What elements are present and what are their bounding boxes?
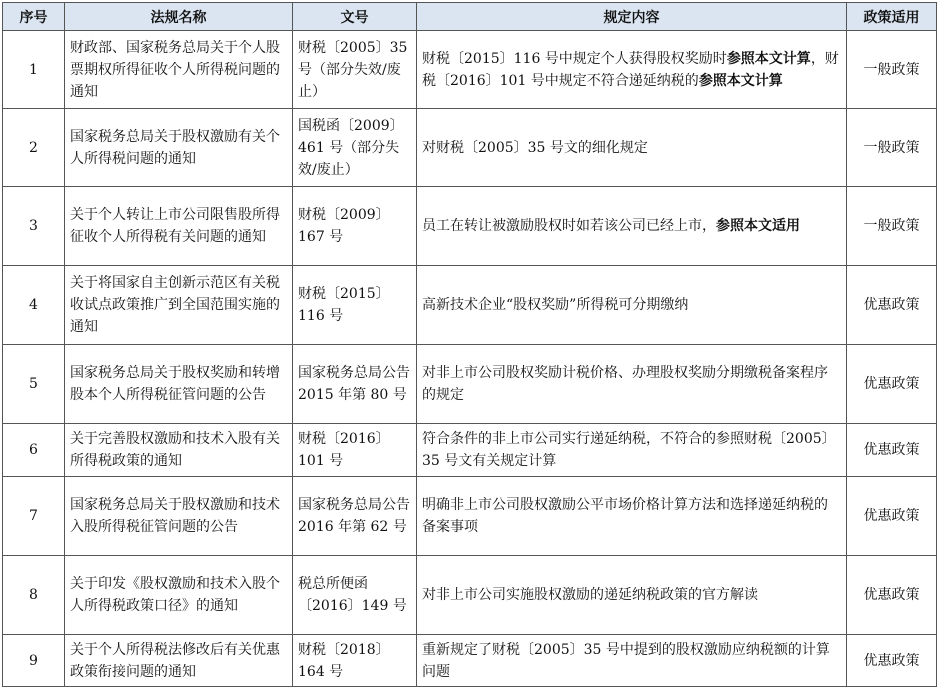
content-bold: 参照本文适用: [716, 218, 800, 234]
row-type: 优惠政策: [847, 556, 937, 635]
row-name: 国家税务总局关于股权激励有关个人所得税问题的通知: [65, 109, 293, 187]
row-name: 关于印发《股权激励和技术入股个人所得税政策口径》的通知: [65, 556, 293, 635]
table-row: [3, 31, 937, 109]
row-num: 9: [3, 635, 65, 687]
header-doc: 文号: [293, 3, 417, 31]
table-row: [3, 266, 937, 345]
row-content: 对财税〔2005〕35 号文的细化规定: [417, 109, 847, 187]
table-row: [3, 556, 937, 635]
header-num: 序号: [3, 3, 65, 31]
content-text: 员工在转让被激励股权时如若该公司已经上市，: [422, 218, 716, 234]
row-doc: 财税〔2016〕101 号: [293, 424, 417, 477]
row-type: 一般政策: [847, 109, 937, 187]
content-bold: 参照本文计算: [726, 50, 811, 67]
row-name: 财政部、国家税务总局关于个人股票期权所得征收个人所得税问题的通知: [65, 31, 293, 109]
table-row: [3, 477, 937, 556]
content-text: ，财税〔2016〕101 号中规定不符合递延纳税的: [422, 50, 839, 89]
header-content: 规定内容: [417, 3, 847, 31]
row-name: 关于将国家自主创新示范区有关税收试点政策推广到全国范围实施的通知: [65, 266, 293, 345]
row-num: 2: [3, 109, 65, 187]
row-doc: 财税〔2009〕167 号: [293, 187, 417, 266]
table-row: [3, 635, 937, 687]
row-content: 重新规定了财税〔2005〕35 号中提到的股权激励应纳税额的计算问题: [417, 635, 847, 687]
row-type: 优惠政策: [847, 345, 937, 424]
row-type: 一般政策: [847, 31, 937, 109]
header-type: 政策适用: [847, 3, 937, 31]
row-doc: 国税函〔2009〕461 号（部分失效/废止）: [293, 109, 417, 187]
row-num: 8: [3, 556, 65, 635]
row-content: 高新技术企业“股权奖励”所得税可分期缴纳: [417, 266, 847, 345]
row-content: [417, 31, 847, 109]
row-type: 一般政策: [847, 187, 937, 266]
table-row: [3, 187, 937, 266]
row-type: 优惠政策: [847, 266, 937, 345]
row-type: 优惠政策: [847, 477, 937, 556]
row-num: 6: [3, 424, 65, 477]
row-type: 优惠政策: [847, 635, 937, 687]
row-doc: 国家税务总局公告 2015 年第 80 号: [293, 345, 417, 424]
row-content: [417, 187, 847, 266]
row-name: 关于完善股权激励和技术入股有关所得税政策的通知: [65, 424, 293, 477]
content-text: 财税〔2015〕116 号中规定个人获得股权奖励时: [422, 50, 727, 67]
row-num: 1: [3, 31, 65, 109]
row-doc: 国家税务总局公告 2016 年第 62 号: [293, 477, 417, 556]
table-row: [3, 109, 937, 187]
table-header-row: [3, 3, 937, 31]
table-row: [3, 424, 937, 477]
row-doc: 财税〔2005〕35 号（部分失效/废止）: [293, 31, 417, 109]
row-num: 5: [3, 345, 65, 424]
row-doc: 财税〔2018〕164 号: [293, 635, 417, 687]
row-name: 国家税务总局关于股权奖励和转增股本个人所得税征管问题的公告: [65, 345, 293, 424]
row-name: 关于个人转让上市公司限售股所得征收个人所得税有关问题的通知: [65, 187, 293, 266]
row-name: 国家税务总局关于股权激励和技术入股所得税征管问题的公告: [65, 477, 293, 556]
row-content: 对非上市公司股权奖励计税价格、办理股权奖励分期缴税备案程序的规定: [417, 345, 847, 424]
row-content: 符合条件的非上市公司实行递延纳税，不符合的参照财税〔2005〕35 号文有关规定计算: [417, 424, 847, 477]
row-type: 优惠政策: [847, 424, 937, 477]
row-num: 3: [3, 187, 65, 266]
row-content: 明确非上市公司股权激励公平市场价格计算方法和选择递延纳税的备案事项: [417, 477, 847, 556]
row-doc: 税总所便函〔2016〕149 号: [293, 556, 417, 635]
row-content: 对非上市公司实施股权激励的递延纳税政策的官方解读: [417, 556, 847, 635]
table-row: [3, 345, 937, 424]
content-bold: 参照本文计算: [698, 72, 783, 89]
row-num: 4: [3, 266, 65, 345]
header-name: 法规名称: [65, 3, 293, 31]
regulation-table: [2, 2, 937, 687]
row-num: 7: [3, 477, 65, 556]
row-doc: 财税〔2015〕116 号: [293, 266, 417, 345]
row-name: 关于个人所得税法修改后有关优惠政策衔接问题的通知: [65, 635, 293, 687]
